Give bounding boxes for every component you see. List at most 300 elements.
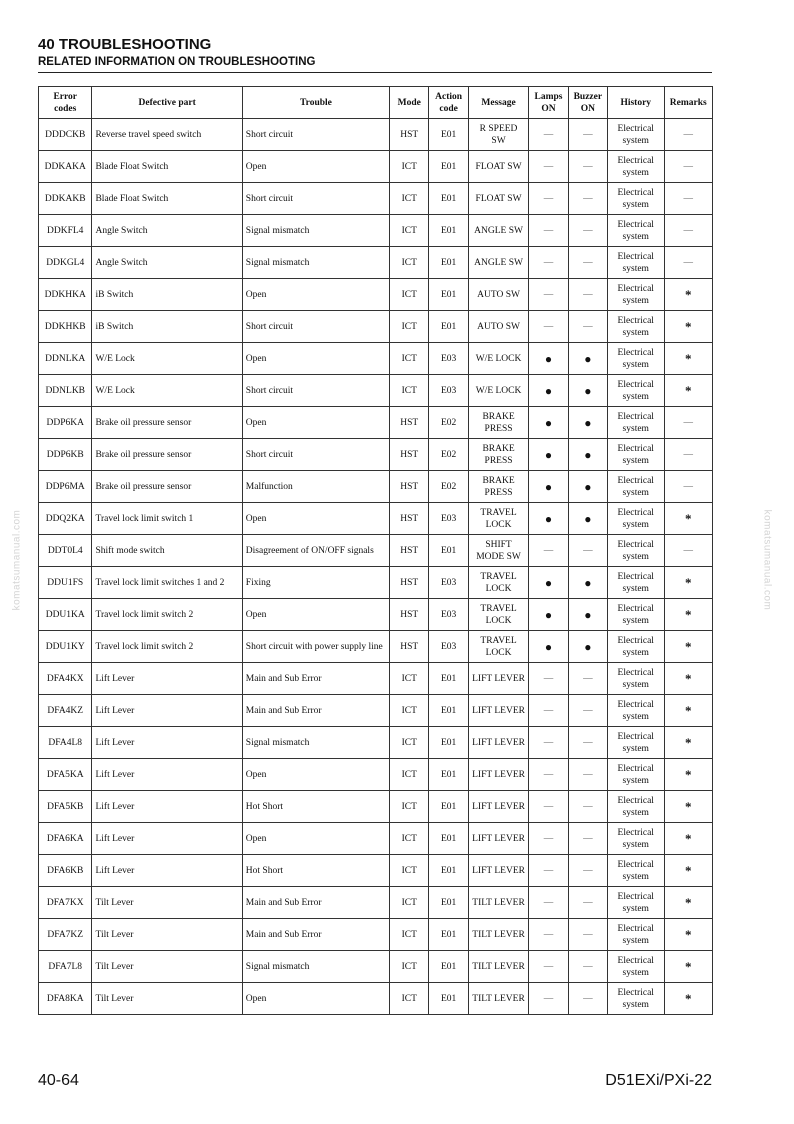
table-body: [39, 119, 713, 1015]
cell-remarks: —: [664, 119, 713, 151]
cell-action-code: E01: [429, 279, 468, 311]
cell-defective-part: Reverse travel speed switch: [92, 119, 242, 151]
cell-error-code: DDT0L4: [39, 535, 92, 567]
cell-remarks: *: [664, 599, 713, 631]
cell-defective-part: Angle Switch: [92, 215, 242, 247]
cell-message: LIFT LEVER: [468, 759, 529, 791]
cell-remarks: —: [664, 407, 713, 439]
cell-action-code: E01: [429, 247, 468, 279]
cell-mode: HST: [390, 407, 429, 439]
cell-lamps: —: [529, 535, 568, 567]
cell-error-code: DDKAKB: [39, 183, 92, 215]
cell-mode: ICT: [390, 823, 429, 855]
cell-error-code: DDKGL4: [39, 247, 92, 279]
cell-error-code: DDU1FS: [39, 567, 92, 599]
cell-trouble: Open: [242, 279, 389, 311]
header-mode: Mode: [390, 87, 429, 119]
cell-mode: HST: [390, 631, 429, 663]
cell-trouble: Open: [242, 407, 389, 439]
cell-mode: ICT: [390, 695, 429, 727]
cell-buzzer: ●: [568, 471, 607, 503]
cell-error-code: DDNLKB: [39, 375, 92, 407]
cell-action-code: E01: [429, 119, 468, 151]
cell-trouble: Signal mismatch: [242, 951, 389, 983]
cell-remarks: *: [664, 311, 713, 343]
table-row: [39, 663, 713, 695]
cell-buzzer: —: [568, 727, 607, 759]
cell-history: Electrical system: [608, 663, 665, 695]
cell-mode: ICT: [390, 663, 429, 695]
table-row: [39, 823, 713, 855]
cell-mode: ICT: [390, 151, 429, 183]
cell-action-code: E01: [429, 887, 468, 919]
cell-trouble: Fixing: [242, 567, 389, 599]
cell-error-code: DFA7KZ: [39, 919, 92, 951]
cell-action-code: E01: [429, 663, 468, 695]
header-lamps-on: Lamps ON: [529, 87, 568, 119]
cell-trouble: Signal mismatch: [242, 215, 389, 247]
cell-remarks: *: [664, 663, 713, 695]
cell-defective-part: Lift Lever: [92, 727, 242, 759]
model-label: D51EXi/PXi-22: [605, 1072, 712, 1089]
cell-buzzer: —: [568, 823, 607, 855]
cell-buzzer: —: [568, 663, 607, 695]
cell-remarks: *: [664, 343, 713, 375]
cell-defective-part: Shift mode switch: [92, 535, 242, 567]
header-defective-part: Defective part: [92, 87, 242, 119]
cell-action-code: E03: [429, 375, 468, 407]
cell-history: Electrical system: [608, 375, 665, 407]
cell-history: Electrical system: [608, 183, 665, 215]
header-buzzer-on: Buzzer ON: [568, 87, 607, 119]
table-row: [39, 599, 713, 631]
cell-lamps: —: [529, 119, 568, 151]
cell-buzzer: —: [568, 695, 607, 727]
cell-history: Electrical system: [608, 567, 665, 599]
cell-buzzer: ●: [568, 631, 607, 663]
cell-error-code: DFA8KA: [39, 983, 92, 1015]
cell-history: Electrical system: [608, 727, 665, 759]
cell-remarks: *: [664, 503, 713, 535]
cell-remarks: *: [664, 951, 713, 983]
cell-buzzer: ●: [568, 375, 607, 407]
cell-message: LIFT LEVER: [468, 727, 529, 759]
cell-history: Electrical system: [608, 247, 665, 279]
cell-message: TRAVEL LOCK: [468, 599, 529, 631]
cell-trouble: Short circuit: [242, 119, 389, 151]
cell-trouble: Disagreement of ON/OFF signals: [242, 535, 389, 567]
cell-error-code: DDP6KB: [39, 439, 92, 471]
cell-defective-part: Travel lock limit switch 1: [92, 503, 242, 535]
cell-message: BRAKE PRESS: [468, 407, 529, 439]
header-action-code: Action code: [429, 87, 468, 119]
cell-history: Electrical system: [608, 503, 665, 535]
cell-message: TRAVEL LOCK: [468, 503, 529, 535]
watermark-right: komatsumanual.com: [761, 509, 773, 611]
cell-history: Electrical system: [608, 823, 665, 855]
cell-action-code: E01: [429, 951, 468, 983]
header-message: Message: [468, 87, 529, 119]
cell-trouble: Short circuit: [242, 311, 389, 343]
cell-remarks: *: [664, 279, 713, 311]
cell-error-code: DDKFL4: [39, 215, 92, 247]
cell-message: LIFT LEVER: [468, 823, 529, 855]
cell-lamps: ●: [529, 503, 568, 535]
cell-mode: ICT: [390, 343, 429, 375]
cell-lamps: —: [529, 247, 568, 279]
cell-error-code: DFA4KX: [39, 663, 92, 695]
cell-buzzer: —: [568, 183, 607, 215]
cell-lamps: —: [529, 215, 568, 247]
cell-remarks: *: [664, 631, 713, 663]
cell-history: Electrical system: [608, 951, 665, 983]
cell-lamps: ●: [529, 407, 568, 439]
cell-history: Electrical system: [608, 343, 665, 375]
cell-mode: ICT: [390, 311, 429, 343]
table-row: [39, 311, 713, 343]
cell-lamps: —: [529, 855, 568, 887]
header-remarks: Remarks: [664, 87, 713, 119]
cell-lamps: ●: [529, 567, 568, 599]
table-row: [39, 983, 713, 1015]
cell-history: Electrical system: [608, 151, 665, 183]
table-row: [39, 375, 713, 407]
cell-trouble: Main and Sub Error: [242, 887, 389, 919]
cell-trouble: Open: [242, 503, 389, 535]
cell-defective-part: Blade Float Switch: [92, 183, 242, 215]
cell-mode: ICT: [390, 983, 429, 1015]
cell-action-code: E01: [429, 759, 468, 791]
cell-defective-part: Lift Lever: [92, 791, 242, 823]
cell-message: TRAVEL LOCK: [468, 631, 529, 663]
cell-mode: ICT: [390, 247, 429, 279]
watermark-left: komatsumanual.com: [11, 509, 23, 611]
cell-action-code: E02: [429, 407, 468, 439]
cell-lamps: —: [529, 311, 568, 343]
header-divider: [38, 72, 712, 73]
cell-mode: HST: [390, 471, 429, 503]
page-number: 40-64: [38, 1072, 79, 1089]
cell-defective-part: Lift Lever: [92, 663, 242, 695]
cell-buzzer: ●: [568, 407, 607, 439]
cell-defective-part: Tilt Lever: [92, 919, 242, 951]
cell-lamps: —: [529, 695, 568, 727]
cell-action-code: E03: [429, 567, 468, 599]
cell-trouble: Open: [242, 343, 389, 375]
cell-defective-part: Travel lock limit switch 2: [92, 599, 242, 631]
cell-lamps: —: [529, 279, 568, 311]
cell-action-code: E01: [429, 919, 468, 951]
table-row: [39, 247, 713, 279]
cell-lamps: —: [529, 823, 568, 855]
cell-message: LIFT LEVER: [468, 855, 529, 887]
table-row: [39, 951, 713, 983]
cell-defective-part: iB Switch: [92, 279, 242, 311]
table-row: [39, 887, 713, 919]
cell-lamps: —: [529, 183, 568, 215]
cell-history: Electrical system: [608, 695, 665, 727]
cell-lamps: ●: [529, 343, 568, 375]
cell-error-code: DDQ2KA: [39, 503, 92, 535]
cell-trouble: Open: [242, 759, 389, 791]
cell-message: ANGLE SW: [468, 215, 529, 247]
cell-buzzer: —: [568, 311, 607, 343]
cell-history: Electrical system: [608, 439, 665, 471]
cell-mode: ICT: [390, 887, 429, 919]
cell-trouble: Main and Sub Error: [242, 919, 389, 951]
cell-buzzer: —: [568, 535, 607, 567]
cell-action-code: E01: [429, 983, 468, 1015]
cell-remarks: *: [664, 855, 713, 887]
cell-lamps: —: [529, 759, 568, 791]
cell-history: Electrical system: [608, 887, 665, 919]
cell-defective-part: Travel lock limit switches 1 and 2: [92, 567, 242, 599]
cell-error-code: DDP6MA: [39, 471, 92, 503]
cell-action-code: E01: [429, 535, 468, 567]
cell-defective-part: Brake oil pressure sensor: [92, 471, 242, 503]
cell-error-code: DFA6KB: [39, 855, 92, 887]
header-trouble: Trouble: [242, 87, 389, 119]
table-row: [39, 407, 713, 439]
cell-defective-part: Angle Switch: [92, 247, 242, 279]
cell-message: AUTO SW: [468, 279, 529, 311]
cell-message: FLOAT SW: [468, 183, 529, 215]
cell-remarks: *: [664, 791, 713, 823]
cell-remarks: —: [664, 151, 713, 183]
cell-remarks: —: [664, 215, 713, 247]
cell-buzzer: —: [568, 951, 607, 983]
cell-history: Electrical system: [608, 119, 665, 151]
cell-mode: ICT: [390, 951, 429, 983]
cell-defective-part: Brake oil pressure sensor: [92, 439, 242, 471]
cell-defective-part: W/E Lock: [92, 375, 242, 407]
cell-mode: ICT: [390, 215, 429, 247]
cell-error-code: DFA4KZ: [39, 695, 92, 727]
table-row: [39, 183, 713, 215]
cell-lamps: ●: [529, 439, 568, 471]
cell-trouble: Malfunction: [242, 471, 389, 503]
cell-message: BRAKE PRESS: [468, 439, 529, 471]
cell-remarks: *: [664, 823, 713, 855]
cell-remarks: *: [664, 983, 713, 1015]
cell-history: Electrical system: [608, 631, 665, 663]
table-row: [39, 759, 713, 791]
cell-message: FLOAT SW: [468, 151, 529, 183]
cell-buzzer: —: [568, 151, 607, 183]
cell-buzzer: ●: [568, 343, 607, 375]
header-error-codes: Error codes: [39, 87, 92, 119]
cell-message: LIFT LEVER: [468, 695, 529, 727]
cell-error-code: DDP6KA: [39, 407, 92, 439]
cell-error-code: DDNLKA: [39, 343, 92, 375]
cell-action-code: E02: [429, 471, 468, 503]
cell-message: LIFT LEVER: [468, 791, 529, 823]
error-code-table: [38, 86, 713, 1015]
cell-mode: ICT: [390, 279, 429, 311]
cell-message: W/E LOCK: [468, 375, 529, 407]
cell-buzzer: ●: [568, 567, 607, 599]
cell-defective-part: Tilt Lever: [92, 887, 242, 919]
cell-trouble: Hot Short: [242, 791, 389, 823]
cell-defective-part: Tilt Lever: [92, 983, 242, 1015]
cell-remarks: *: [664, 695, 713, 727]
cell-history: Electrical system: [608, 215, 665, 247]
cell-buzzer: —: [568, 887, 607, 919]
cell-defective-part: Brake oil pressure sensor: [92, 407, 242, 439]
cell-action-code: E01: [429, 791, 468, 823]
cell-error-code: DDKAKA: [39, 151, 92, 183]
cell-error-code: DFA4L8: [39, 727, 92, 759]
cell-mode: HST: [390, 503, 429, 535]
cell-buzzer: —: [568, 215, 607, 247]
cell-message: AUTO SW: [468, 311, 529, 343]
cell-message: TILT LEVER: [468, 983, 529, 1015]
cell-message: TILT LEVER: [468, 951, 529, 983]
cell-defective-part: Blade Float Switch: [92, 151, 242, 183]
cell-buzzer: —: [568, 759, 607, 791]
table-row: [39, 279, 713, 311]
cell-action-code: E01: [429, 823, 468, 855]
cell-defective-part: Tilt Lever: [92, 951, 242, 983]
cell-buzzer: —: [568, 119, 607, 151]
cell-trouble: Main and Sub Error: [242, 663, 389, 695]
cell-remarks: *: [664, 759, 713, 791]
table-row: [39, 695, 713, 727]
cell-action-code: E02: [429, 439, 468, 471]
table-row: [39, 343, 713, 375]
cell-mode: ICT: [390, 183, 429, 215]
cell-mode: ICT: [390, 791, 429, 823]
cell-history: Electrical system: [608, 983, 665, 1015]
cell-buzzer: —: [568, 247, 607, 279]
cell-action-code: E03: [429, 343, 468, 375]
cell-trouble: Open: [242, 151, 389, 183]
cell-message: TILT LEVER: [468, 887, 529, 919]
table-row: [39, 471, 713, 503]
cell-action-code: E01: [429, 311, 468, 343]
table-row: [39, 503, 713, 535]
table-row: [39, 151, 713, 183]
cell-remarks: —: [664, 535, 713, 567]
cell-lamps: —: [529, 663, 568, 695]
cell-error-code: DDDCKB: [39, 119, 92, 151]
cell-remarks: *: [664, 567, 713, 599]
cell-error-code: DDU1KY: [39, 631, 92, 663]
cell-lamps: —: [529, 919, 568, 951]
cell-message: BRAKE PRESS: [468, 471, 529, 503]
table-row: [39, 439, 713, 471]
cell-trouble: Open: [242, 599, 389, 631]
cell-action-code: E01: [429, 855, 468, 887]
cell-buzzer: —: [568, 983, 607, 1015]
cell-defective-part: Lift Lever: [92, 855, 242, 887]
cell-mode: HST: [390, 567, 429, 599]
header-history: History: [608, 87, 665, 119]
cell-message: ANGLE SW: [468, 247, 529, 279]
cell-trouble: Open: [242, 983, 389, 1015]
cell-remarks: —: [664, 183, 713, 215]
cell-lamps: —: [529, 951, 568, 983]
cell-lamps: ●: [529, 631, 568, 663]
cell-mode: HST: [390, 119, 429, 151]
table-row: [39, 567, 713, 599]
table-row: [39, 727, 713, 759]
cell-history: Electrical system: [608, 791, 665, 823]
cell-lamps: —: [529, 791, 568, 823]
cell-lamps: ●: [529, 375, 568, 407]
cell-trouble: Short circuit: [242, 439, 389, 471]
section-subtitle: RELATED INFORMATION ON TROUBLESHOOTING: [38, 56, 316, 68]
cell-trouble: Hot Short: [242, 855, 389, 887]
cell-error-code: DDKHKB: [39, 311, 92, 343]
cell-action-code: E01: [429, 695, 468, 727]
cell-remarks: *: [664, 727, 713, 759]
cell-buzzer: —: [568, 279, 607, 311]
cell-error-code: DFA7KX: [39, 887, 92, 919]
cell-defective-part: Lift Lever: [92, 823, 242, 855]
cell-trouble: Signal mismatch: [242, 247, 389, 279]
cell-remarks: —: [664, 439, 713, 471]
cell-buzzer: ●: [568, 439, 607, 471]
cell-history: Electrical system: [608, 599, 665, 631]
cell-lamps: —: [529, 887, 568, 919]
table-row: [39, 119, 713, 151]
cell-mode: HST: [390, 599, 429, 631]
cell-history: Electrical system: [608, 407, 665, 439]
cell-remarks: *: [664, 887, 713, 919]
cell-message: TILT LEVER: [468, 919, 529, 951]
cell-message: TRAVEL LOCK: [468, 567, 529, 599]
table-row: [39, 215, 713, 247]
cell-message: R SPEED SW: [468, 119, 529, 151]
cell-trouble: Short circuit: [242, 375, 389, 407]
cell-lamps: ●: [529, 599, 568, 631]
cell-mode: ICT: [390, 727, 429, 759]
cell-trouble: Signal mismatch: [242, 727, 389, 759]
cell-remarks: —: [664, 247, 713, 279]
cell-buzzer: ●: [568, 599, 607, 631]
cell-lamps: —: [529, 151, 568, 183]
cell-message: LIFT LEVER: [468, 663, 529, 695]
cell-mode: ICT: [390, 855, 429, 887]
cell-defective-part: W/E Lock: [92, 343, 242, 375]
cell-history: Electrical system: [608, 279, 665, 311]
cell-lamps: ●: [529, 471, 568, 503]
cell-error-code: DFA7L8: [39, 951, 92, 983]
cell-remarks: *: [664, 919, 713, 951]
table-row: [39, 631, 713, 663]
cell-error-code: DFA5KB: [39, 791, 92, 823]
cell-remarks: *: [664, 375, 713, 407]
cell-mode: ICT: [390, 759, 429, 791]
cell-buzzer: ●: [568, 503, 607, 535]
cell-action-code: E01: [429, 183, 468, 215]
cell-trouble: Short circuit with power supply line: [242, 631, 389, 663]
cell-history: Electrical system: [608, 311, 665, 343]
cell-buzzer: —: [568, 855, 607, 887]
cell-lamps: —: [529, 983, 568, 1015]
cell-error-code: DDU1KA: [39, 599, 92, 631]
cell-defective-part: Lift Lever: [92, 695, 242, 727]
cell-history: Electrical system: [608, 855, 665, 887]
cell-action-code: E03: [429, 599, 468, 631]
page-header: [38, 36, 712, 69]
cell-action-code: E03: [429, 503, 468, 535]
cell-history: Electrical system: [608, 759, 665, 791]
cell-mode: ICT: [390, 919, 429, 951]
cell-mode: ICT: [390, 375, 429, 407]
cell-buzzer: —: [568, 791, 607, 823]
